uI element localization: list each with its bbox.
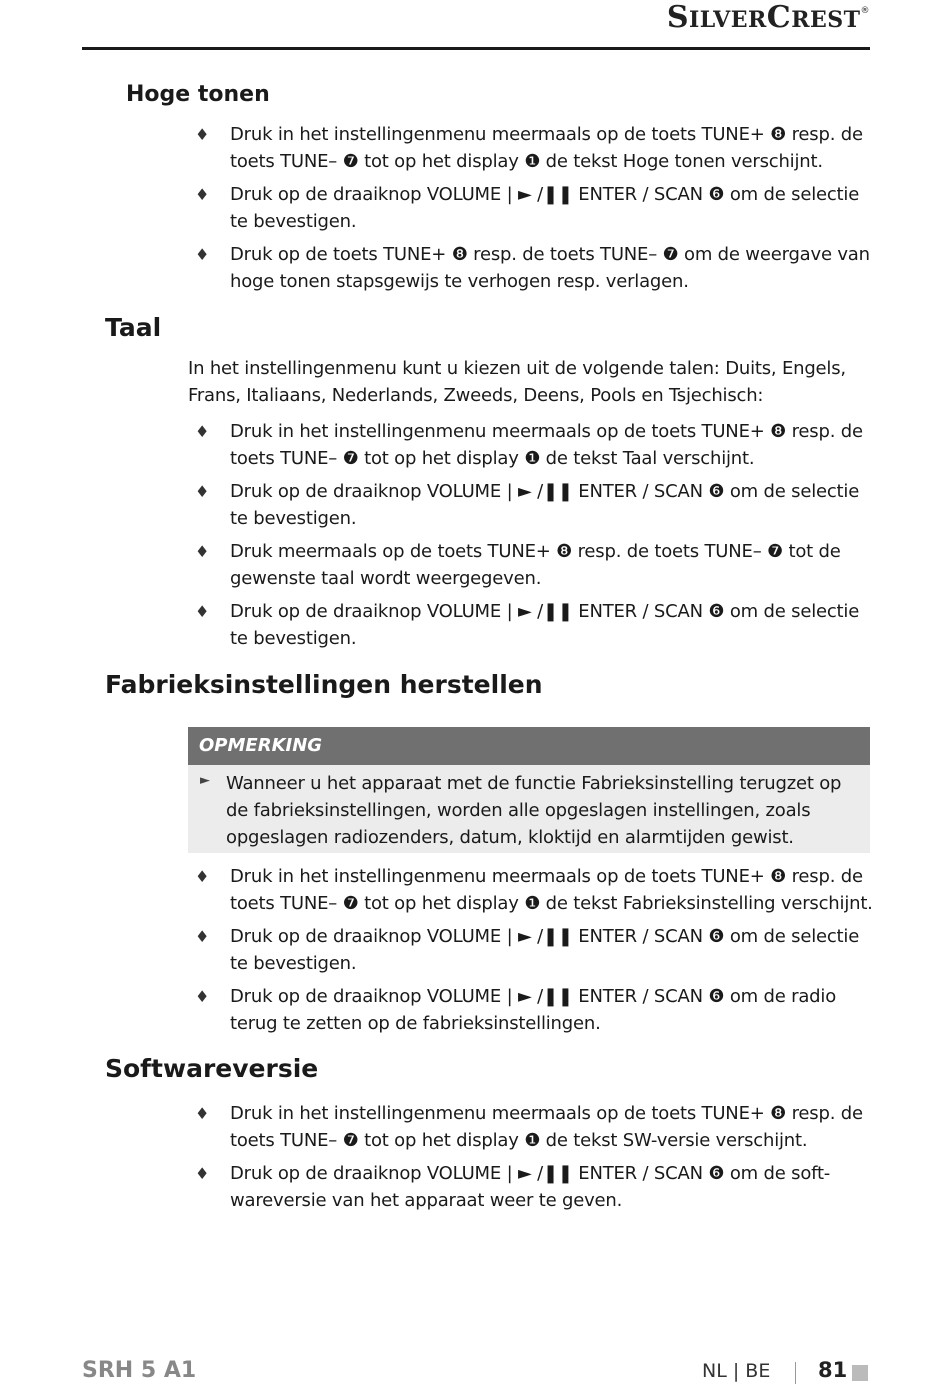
diamond-bullet-icon: ♦ <box>195 1104 210 1123</box>
section-title-taal: Taal <box>105 313 162 342</box>
arrow-right-icon: ► <box>200 773 210 788</box>
list-item: ♦ Druk op de draaiknop VOLUME | ► /❚❚ ENTER / SCAN ❻ om de selectie te bevestigen. <box>195 923 875 977</box>
list-item: ♦ Druk op de draaiknop VOLUME | ► /❚❚ ENTER / SCAN ❻ om de selectie te bevestigen. <box>195 598 875 652</box>
diamond-bullet-icon: ♦ <box>195 125 210 144</box>
note-text: Wanneer u het apparaat met de functie Fabrieksinstelling terugzet op de fabrieksinstellingen, worden alle opgeslagen instellingen, zoals opgeslagen radiozenders, datum, kloktijd en alarmtijden gewist. <box>226 773 842 848</box>
list-item: ♦ Druk in het instellingenmenu meermaals op de toets TUNE+ ❽ resp. de toets TUNE– ❼ tot op het display ❶ de tekst Hoge tonen verschijnt. <box>195 121 875 175</box>
note-title: OPMERKING <box>199 735 323 756</box>
list-item: ♦ Druk op de draaiknop VOLUME | ► /❚❚ ENTER / SCAN ❻ om de selectie te bevestigen. <box>195 478 875 532</box>
diamond-bullet-icon: ♦ <box>195 245 210 264</box>
diamond-bullet-icon: ♦ <box>195 1164 210 1183</box>
diamond-bullet-icon: ♦ <box>195 602 210 621</box>
section-title-fabrieksinstellingen: Fabrieksinstellingen herstellen <box>105 670 543 699</box>
bullet-list-softwareversie <box>195 1100 875 1220</box>
bullet-list-fabrieksinstellingen <box>195 863 875 1043</box>
diamond-bullet-icon: ♦ <box>195 867 210 886</box>
list-item: ♦ Druk op de draaiknop VOLUME | ► /❚❚ ENTER / SCAN ❻ om de radio terug te zetten op de fabrieksinstellingen. <box>195 983 875 1037</box>
footer-square-icon <box>852 1365 868 1381</box>
list-item: ♦ Druk op de toets TUNE+ ❽ resp. de toets TUNE– ❼ om de weergave van hoge tonen stapsgewijs te verhogen resp. verlagen. <box>195 241 875 295</box>
diamond-bullet-icon: ♦ <box>195 542 210 561</box>
intro-text: In het instellingenmenu kunt u kiezen uit de volgende talen: Duits, Engels, Frans, Italiaans, Nederlands, Zweeds, Deens, Pools en Tsjechisch: <box>188 358 846 406</box>
footer-model: SRH 5 A1 <box>82 1358 197 1383</box>
list-item: ♦ Druk op de draaiknop VOLUME | ► /❚❚ ENTER / SCAN ❻ om de selectie te bevestigen. <box>195 181 875 235</box>
list-item: ♦ Druk in het instellingenmenu meermaals op de toets TUNE+ ❽ resp. de toets TUNE– ❼ tot op het display ❶ de tekst SW-versie verschijnt. <box>195 1100 875 1154</box>
list-item: ♦ Druk op de draaiknop VOLUME | ► /❚❚ ENTER / SCAN ❻ om de soft-wareversie van het apparaat weer te geven. <box>195 1160 875 1214</box>
diamond-bullet-icon: ♦ <box>195 422 210 441</box>
list-item: ♦ Druk in het instellingenmenu meermaals op de toets TUNE+ ❽ resp. de toets TUNE– ❼ tot op het display ❶ de tekst Fabrieksinstelling verschijnt. <box>195 863 875 917</box>
brand-logo: SILVERCREST® <box>666 0 870 35</box>
page-number: 81 <box>818 1358 848 1382</box>
note-header <box>188 727 870 765</box>
header-rule <box>82 47 870 50</box>
bullet-list-taal <box>195 418 875 658</box>
footer-language: NL | BE <box>702 1360 771 1382</box>
section-title-softwareversie: Softwareversie <box>105 1054 319 1083</box>
section-title-hoge-tonen: Hoge tonen <box>126 82 270 107</box>
footer-divider <box>795 1362 796 1384</box>
list-item: ♦ Druk meermaals op de toets TUNE+ ❽ resp. de toets TUNE– ❼ tot de gewenste taal wordt weergegeven. <box>195 538 875 592</box>
diamond-bullet-icon: ♦ <box>195 927 210 946</box>
note-body <box>188 765 870 853</box>
list-item: ♦ Druk in het instellingenmenu meermaals op de toets TUNE+ ❽ resp. de toets TUNE– ❼ tot op het display ❶ de tekst Taal verschijnt. <box>195 418 875 472</box>
diamond-bullet-icon: ♦ <box>195 987 210 1006</box>
diamond-bullet-icon: ♦ <box>195 482 210 501</box>
diamond-bullet-icon: ♦ <box>195 185 210 204</box>
bullet-list-hoge-tonen <box>195 121 875 301</box>
